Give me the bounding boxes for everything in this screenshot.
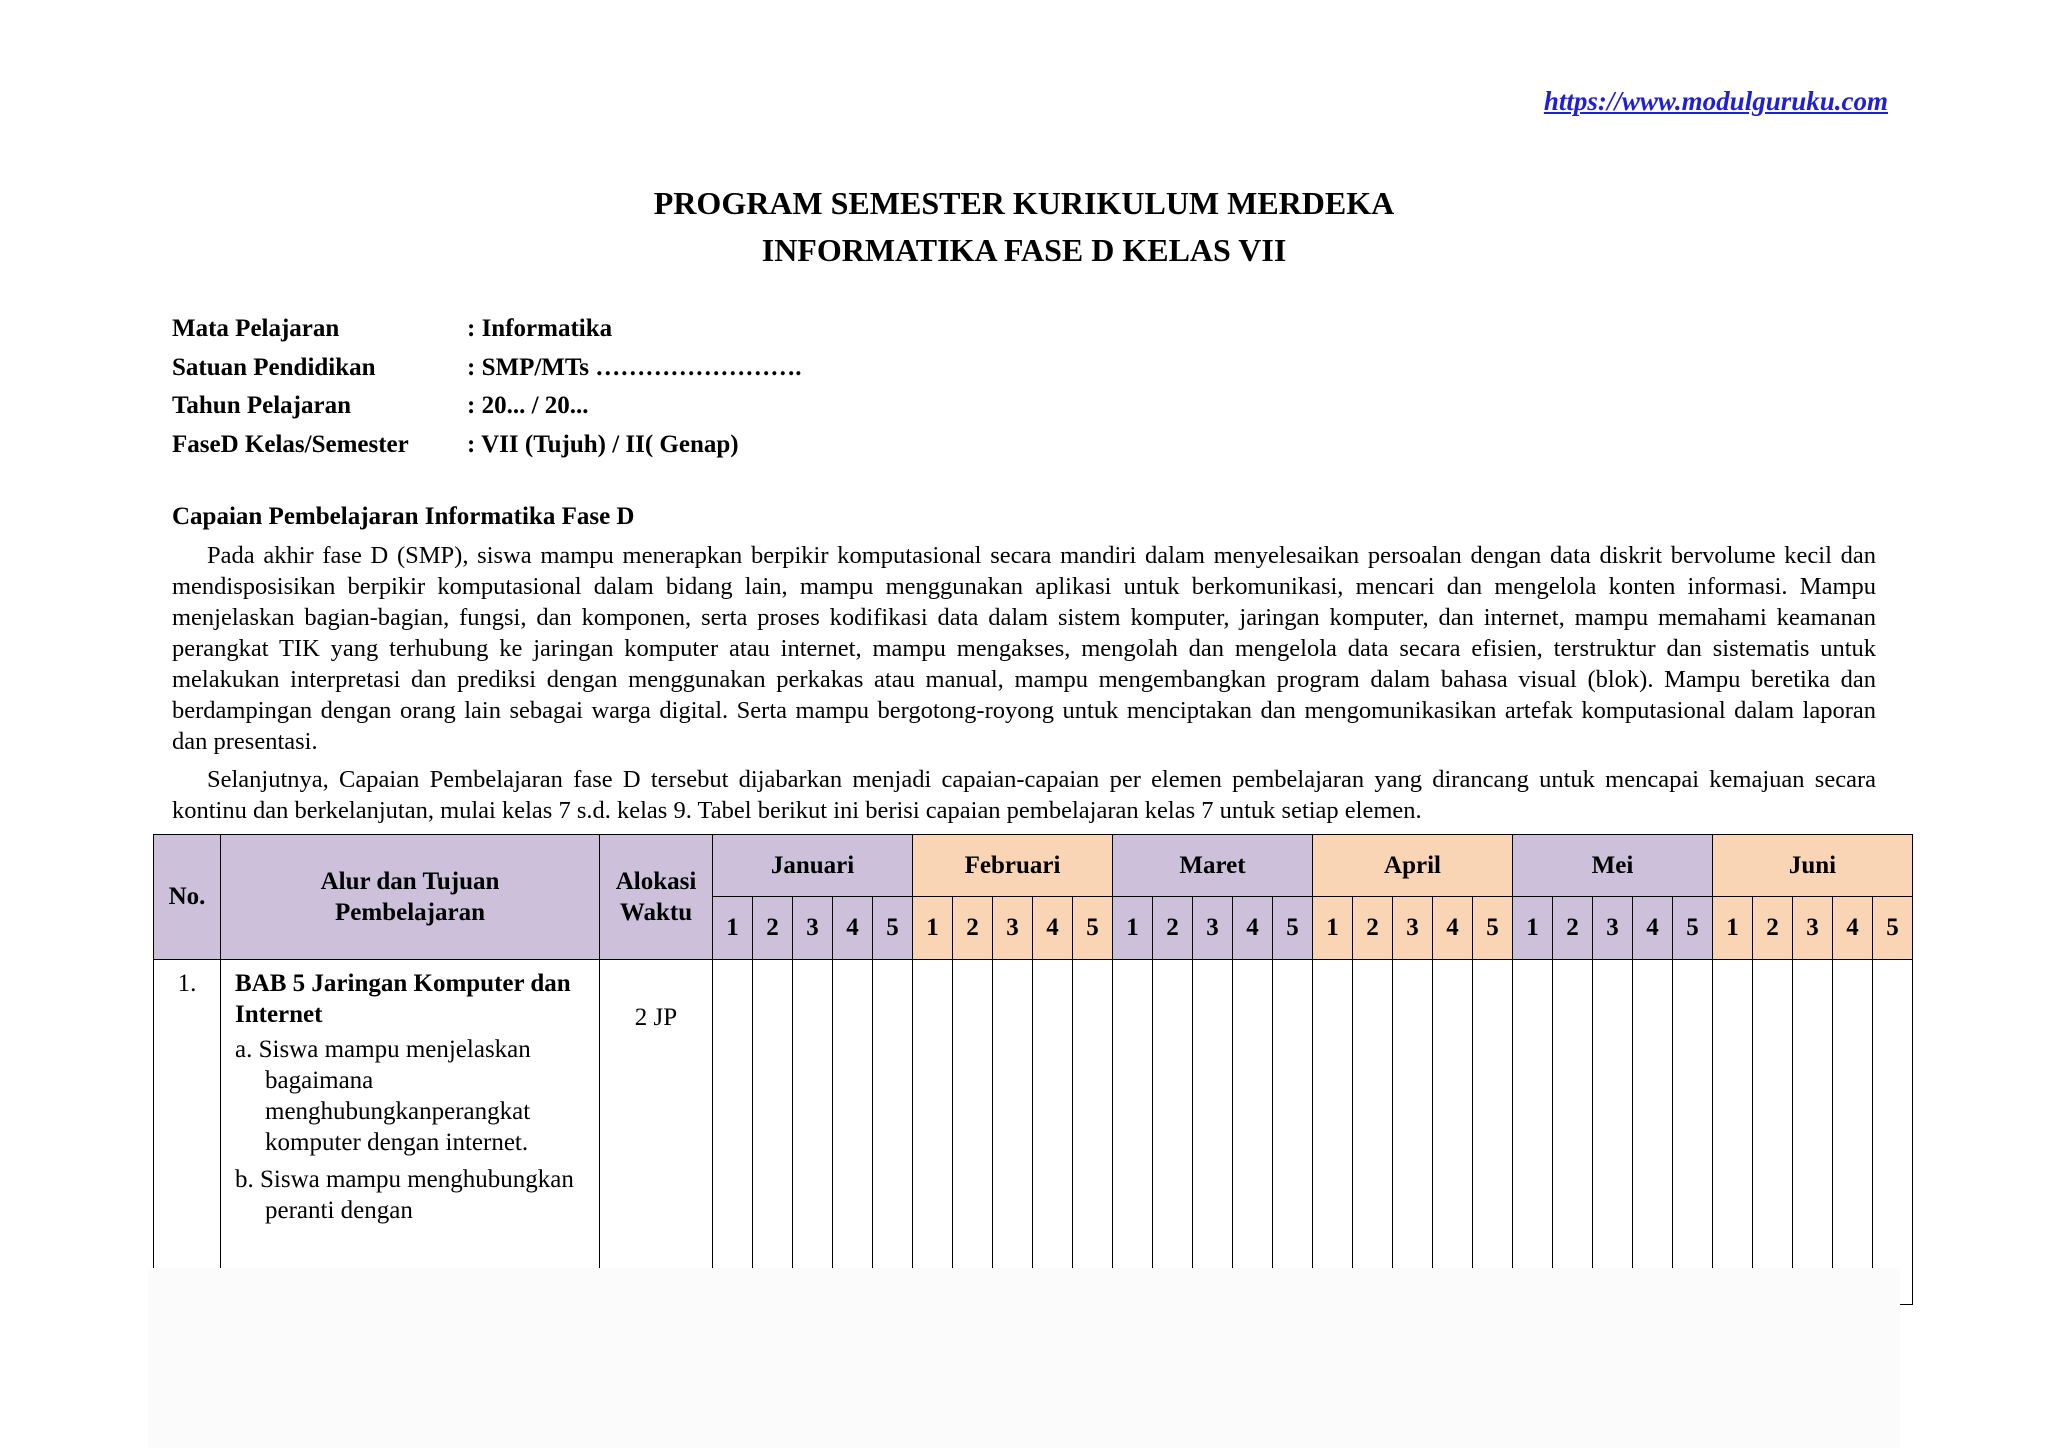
week-cell — [1233, 960, 1273, 1305]
week-header: 5 — [873, 897, 913, 960]
week-cell — [1793, 960, 1833, 1305]
week-header: 2 — [1553, 897, 1593, 960]
header-alur — [221, 835, 600, 960]
week-header: 1 — [913, 897, 953, 960]
week-header: 3 — [1593, 897, 1633, 960]
week-header: 1 — [713, 897, 753, 960]
capaian-heading: Capaian Pembelajaran Informatika Fase D — [172, 503, 635, 530]
table-row — [154, 960, 1913, 1305]
week-cell — [1593, 960, 1633, 1305]
week-header: 1 — [1513, 897, 1553, 960]
week-cell — [1473, 960, 1513, 1305]
week-header: 2 — [1153, 897, 1193, 960]
month-header: Maret — [1113, 835, 1313, 897]
week-cell — [833, 960, 873, 1305]
row-number: 1. — [154, 960, 221, 1305]
month-header: Januari — [713, 835, 913, 897]
week-header: 4 — [1633, 897, 1673, 960]
meta-row-tahun — [172, 387, 802, 426]
week-cell — [953, 960, 993, 1305]
week-cell — [1073, 960, 1113, 1305]
week-header: 4 — [1833, 897, 1873, 960]
week-header: 5 — [1073, 897, 1113, 960]
row-alur-tujuan — [221, 960, 600, 1305]
week-header: 4 — [1433, 897, 1473, 960]
header-alokasi-line: Alokasi — [615, 868, 697, 895]
page-bottom-area — [148, 1268, 1900, 1448]
week-header: 5 — [1673, 897, 1713, 960]
learning-objective: a. Siswa mampu menjelaskan bagaimana menghubungkanperangkat komputer dengan internet. — [235, 1036, 531, 1156]
week-header: 1 — [1113, 897, 1153, 960]
week-header: 5 — [1473, 897, 1513, 960]
week-cell — [1673, 960, 1713, 1305]
week-header: 2 — [1353, 897, 1393, 960]
month-header: Februari — [913, 835, 1113, 897]
month-header: Juni — [1713, 835, 1913, 897]
week-cell — [1513, 960, 1553, 1305]
week-cell — [1113, 960, 1153, 1305]
week-cell — [1833, 960, 1873, 1305]
week-header: 4 — [833, 897, 873, 960]
week-header: 3 — [993, 897, 1033, 960]
meta-row-satuan — [172, 349, 802, 388]
week-cell — [1633, 960, 1673, 1305]
semester-program-table — [153, 834, 1913, 1305]
week-header: 4 — [1233, 897, 1273, 960]
week-cell — [1033, 960, 1073, 1305]
week-header: 3 — [1393, 897, 1433, 960]
week-header: 2 — [753, 897, 793, 960]
bab-title: BAB 5 Jaringan Komputer dan Internet — [235, 970, 571, 1028]
title-line-2: INFORMATIKA FASE D KELAS VII — [761, 232, 1287, 268]
week-cell — [873, 960, 913, 1305]
week-header: 5 — [1273, 897, 1313, 960]
week-cell — [1313, 960, 1353, 1305]
capaian-paragraph-1: Pada akhir fase D (SMP), siswa mampu menerapkan berpikir komputasional secara mandiri dalam menyelesaikan persoalan dengan data diskrit bervolume kecil dan mendisposisikan berpikir komputasional dalam bidang lain, mampu menggunakan aplikasi untuk berkomunikasi, mencari dan mengelola konten informasi. Mampu menjelaskan bagian-bagian, fungsi, dan komponen, serta proses kodifikasi data dalam sistem komputer, jaringan komputer, dan internet, mampu memahami keamanan perangkat TIK yang terhubung ke jaringan komputer atau internet, mampu mengakses, mengolah dan mengelola data secara efisien, terstruktur dan sistematis untuk melakukan interpretasi dan prediksi dengan menggunakan perkakas atau manual, mampu mengembangkan program dalam bahasa visual (blok). Mampu beretika dan berdampingan dengan orang lain sebagai warga digital. Serta mampu bergotong-royong untuk menciptakan dan mengomunikasikan artefak komputasional dalam laporan dan presentasi. — [172, 542, 1876, 755]
month-header: Mei — [1513, 835, 1713, 897]
meta-label: Tahun Pelajaran — [172, 392, 351, 420]
meta-value: : 20... / 20... — [467, 392, 589, 420]
week-header: 2 — [953, 897, 993, 960]
month-header: April — [1313, 835, 1513, 897]
week-header: 5 — [1873, 897, 1913, 960]
header-waktu-line: Waktu — [619, 899, 693, 926]
week-header: 2 — [1753, 897, 1793, 960]
week-cell — [1273, 960, 1313, 1305]
week-cell — [1353, 960, 1393, 1305]
week-header: 1 — [1713, 897, 1753, 960]
week-cell — [993, 960, 1033, 1305]
week-cell — [713, 960, 753, 1305]
title-line-1: PROGRAM SEMESTER KURIKULUM MERDEKA — [653, 185, 1395, 221]
meta-label: Satuan Pendidikan — [172, 353, 376, 381]
row-alokasi-waktu: 2 JP — [600, 960, 713, 1305]
meta-row-mapel — [172, 310, 802, 349]
capaian-paragraph-2: Selanjutnya, Capaian Pembelajaran fase D tersebut dijabarkan menjadi capaian-capaian per elemen pembelajaran yang dirancang untuk mencapai kemajuan secara kontinu dan berkelanjutan, mulai kelas 7 s.d. kelas 9. Tabel berikut ini berisi capaian pembelajaran kelas 7 untuk setiap elemen. — [172, 766, 1876, 824]
week-cell — [1713, 960, 1753, 1305]
learning-objective: b. Siswa mampu menghubungkan peranti dengan — [235, 1166, 574, 1224]
week-header: 3 — [1793, 897, 1833, 960]
week-cell — [753, 960, 793, 1305]
week-header: 3 — [1193, 897, 1233, 960]
source-url-link[interactable]: https://www.modulguruku.com — [1543, 86, 1888, 116]
week-header: 1 — [1313, 897, 1353, 960]
meta-value: : SMP/MTs ……………………. — [467, 353, 802, 381]
document-title — [0, 180, 2048, 274]
week-cell — [1393, 960, 1433, 1305]
meta-row-kelas — [172, 426, 802, 465]
week-cell — [1873, 960, 1913, 1305]
week-header: 3 — [793, 897, 833, 960]
identity-block — [172, 310, 802, 464]
table-header-row-months — [154, 835, 1913, 897]
week-header: 4 — [1033, 897, 1073, 960]
week-cell — [1433, 960, 1473, 1305]
meta-value: : Informatika — [467, 315, 613, 343]
week-cell — [1553, 960, 1593, 1305]
meta-label: Mata Pelajaran — [172, 315, 340, 343]
week-cell — [1753, 960, 1793, 1305]
header-no: No. — [154, 835, 221, 960]
header-alur-text: Alur dan Tujuan Pembelajaran — [320, 868, 500, 926]
meta-value: : VII (Tujuh) / II( Genap) — [467, 430, 739, 458]
week-cell — [913, 960, 953, 1305]
meta-label: FaseD Kelas/Semester — [172, 430, 409, 458]
header-alokasi-waktu — [600, 835, 713, 960]
week-cell — [1153, 960, 1193, 1305]
week-cell — [793, 960, 833, 1305]
week-cell — [1193, 960, 1233, 1305]
